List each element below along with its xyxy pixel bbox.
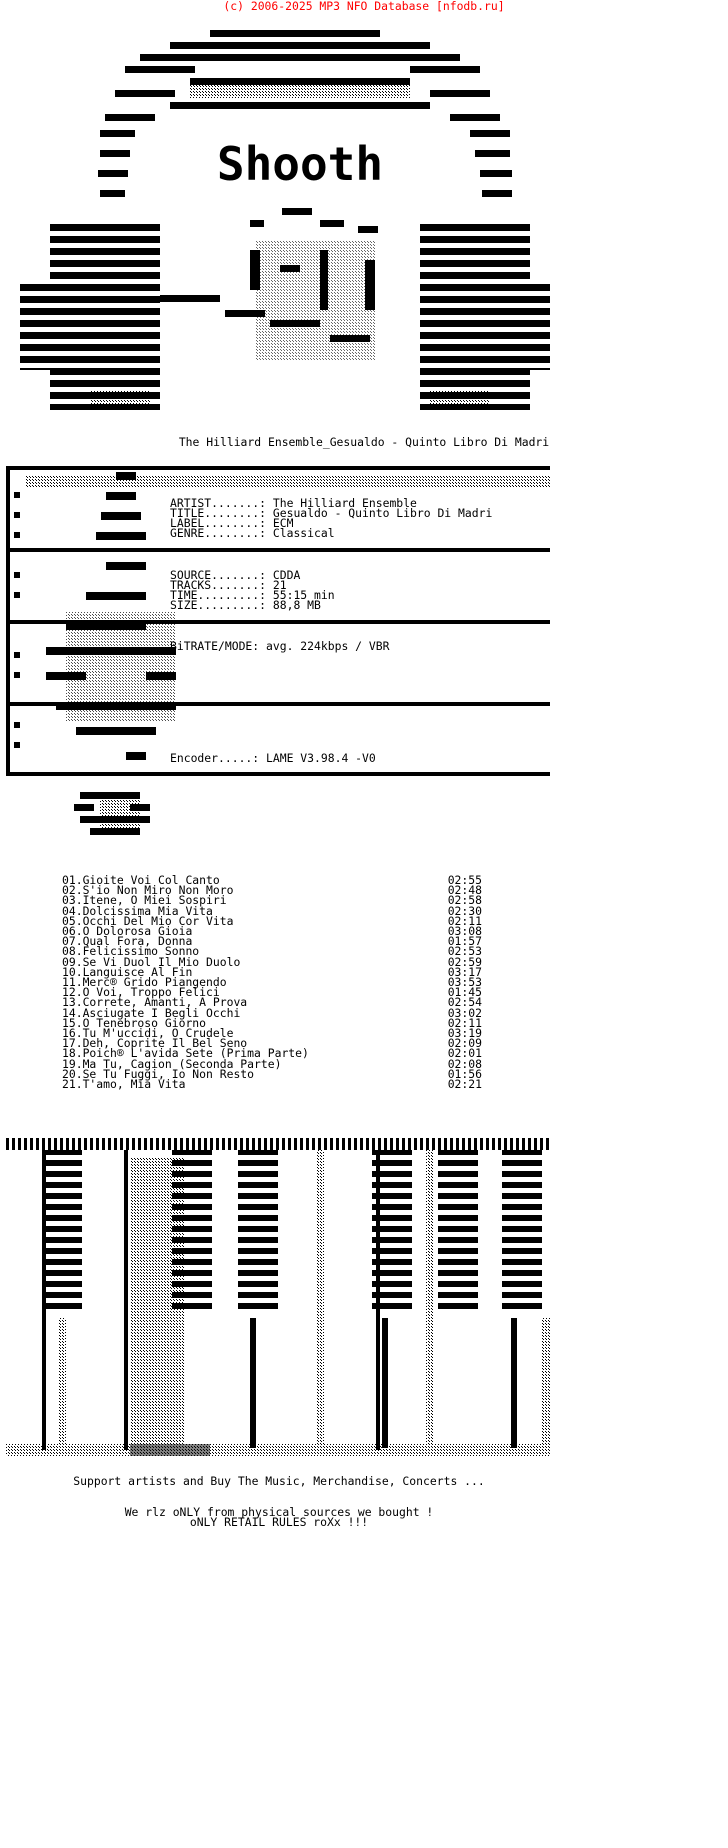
- track-name: 18.Poich® L'avida Sete (Prima Parte): [62, 1046, 309, 1061]
- track-name: 17.Deh, Coprite Il Bel Seno: [62, 1036, 248, 1051]
- track-name: 16.Tu M'uccidi, O Crudele: [62, 1026, 234, 1040]
- track-name: 11.Merc® Grido Piangendo: [62, 975, 227, 989]
- track-name: 15.O Tenebroso Giorno: [62, 1015, 207, 1030]
- info-size: SIZE.........: 88,8 MB: [170, 598, 321, 612]
- track-time: 01:56: [447, 1066, 482, 1081]
- track-name: 05.Occhi Del Mio Cor Vita: [62, 913, 234, 928]
- track-name: 21.T'amo, Mia Vita: [62, 1077, 186, 1091]
- track-time: 03:17: [447, 964, 482, 979]
- track-time: 02:58: [447, 893, 482, 908]
- info-encoder: Encoder.....: LAME V3.98.4 -V0: [170, 751, 376, 765]
- info-label: LABEL........: ECM: [170, 516, 294, 530]
- track-name: 14.Asciugate I Begli Occhi: [62, 1005, 241, 1020]
- info-source: SOURCE.......: CDDA: [170, 568, 301, 582]
- info-title: TITLE........: Gesualdo - Quinto Libro Di Madri: [170, 506, 493, 520]
- track-time: 02:30: [447, 903, 482, 918]
- track-time: 03:53: [447, 975, 482, 989]
- footer-support: Support artists and Buy The Music, Merchandise, Concerts ...: [73, 1474, 485, 1488]
- release-title: The Hilliard Ensemble_Gesualdo - Quinto Libro Di Madri: [178, 435, 550, 449]
- track-time: 02:59: [447, 954, 482, 969]
- track-name: 03.Itene, O Miei Sospiri: [62, 893, 227, 908]
- info-time: TIME.........: 55:15 min: [170, 588, 335, 602]
- track-time: 02:11: [447, 913, 482, 928]
- track-time: 02:01: [447, 1046, 482, 1061]
- track-name: 09.Se Vi Duol Il Mio Duolo: [62, 954, 241, 969]
- track-time: 01:45: [447, 985, 482, 1000]
- track-name: 10.Languisce Al Fin: [62, 964, 193, 979]
- headphones-art: [20, 20, 660, 490]
- track-time: 02:09: [447, 1036, 482, 1051]
- track-name: 08.Felicissimo Sonno: [62, 944, 200, 959]
- track-time: 02:08: [447, 1056, 482, 1071]
- track-name: 04.Dolcissima Mia Vita: [62, 903, 213, 918]
- info-genre: GENRE........: Classical: [170, 526, 335, 540]
- track-time: 03:19: [447, 1026, 482, 1040]
- copyright-line: (c) 2006-2025 MP3 NFO Database [nfodb.ru]: [223, 0, 505, 13]
- clef-tail-art: [70, 792, 170, 852]
- info-tracks: TRACKS.......: 21: [170, 578, 287, 592]
- track-name: 06.O Dolorosa Gioia: [62, 924, 193, 938]
- logo-text: Shooth: [216, 137, 384, 191]
- track-time: 02:21: [447, 1077, 482, 1091]
- info-artist: ARTIST.......: The Hilliard Ensemble: [170, 496, 417, 510]
- track-time: 03:08: [447, 924, 482, 938]
- track-name: 07.Qual Fora, Donna: [62, 934, 193, 949]
- track-time: 02:54: [447, 995, 482, 1010]
- tracklist: [0, 874, 728, 1134]
- track-name: 19.Ma Tu, Cagion (Seconda Parte): [62, 1056, 282, 1071]
- track-time: 01:57: [447, 934, 482, 949]
- track-time: 02:53: [447, 944, 482, 959]
- track-name: 02.S'io Non Miro Non Moro: [62, 883, 234, 898]
- track-row: [62, 1078, 482, 1090]
- track-name: 01.Gioite Voi Col Canto: [62, 873, 220, 887]
- track-name: 12.O Voi, Troppo Felici: [62, 985, 220, 1000]
- track-time: 02:11: [447, 1015, 482, 1030]
- footer-line2: oNLY RETAIL RULES roXx !!!: [189, 1515, 369, 1529]
- info-bitrate: BiTRATE/MODE: avg. 224kbps / VBR: [170, 639, 390, 653]
- track-time: 02:48: [447, 883, 482, 898]
- piano-art: [6, 1138, 550, 1458]
- track-time: 02:55: [447, 873, 482, 887]
- track-name: 20.Se Tu Fuggi, Io Non Resto: [62, 1066, 255, 1081]
- track-name: 13.Correte, Amanti, A Prova: [62, 995, 248, 1010]
- footer-line1: We rlz oNLY from physical sources we bought !: [124, 1505, 434, 1519]
- track-time: 03:02: [447, 1005, 482, 1020]
